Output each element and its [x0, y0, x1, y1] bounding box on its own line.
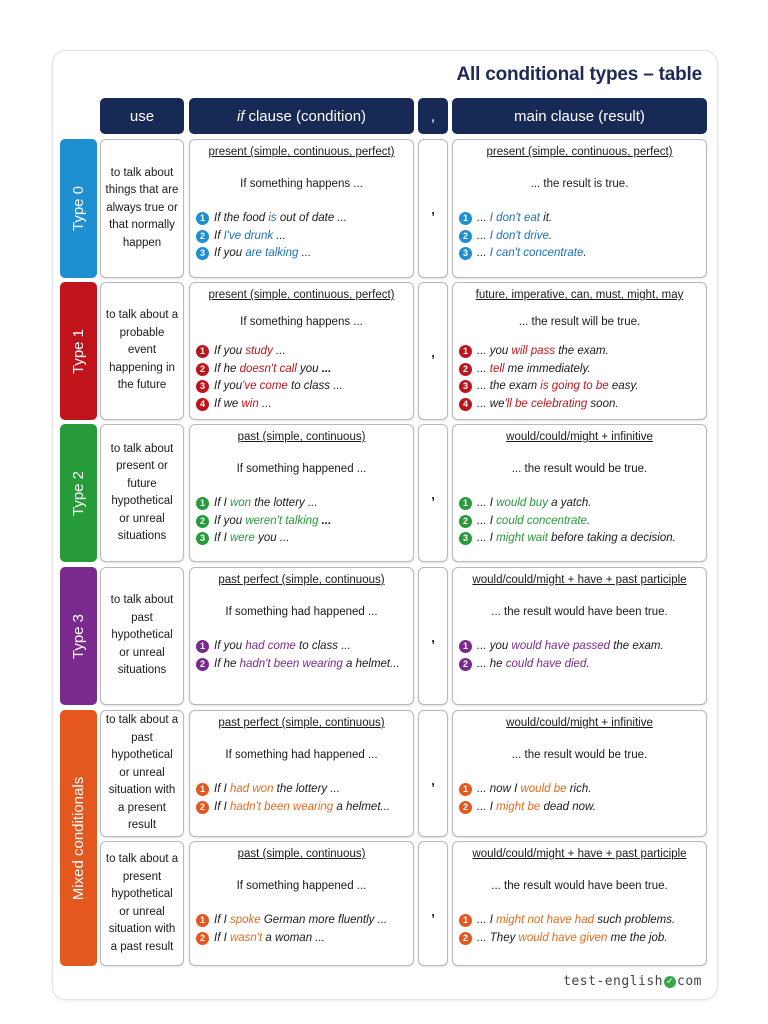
example-segment: If I [214, 914, 230, 926]
example-segment: the lottery ... [251, 497, 318, 509]
example-segment: ... [273, 229, 286, 242]
example-segment: ... you [477, 640, 512, 652]
example-segment: ... I [477, 800, 497, 813]
if-clause-tense: past (simple, continuous) [237, 431, 366, 443]
example-line [459, 530, 702, 548]
example-highlight: are talking [245, 247, 299, 259]
example-highlight: I don't drive [489, 229, 549, 242]
example-text [477, 228, 552, 246]
main-clause-tense: would/could/might + infinitive [506, 717, 653, 729]
header-use [100, 98, 184, 134]
example-number-icon: 2 [459, 363, 472, 376]
example-line [459, 228, 702, 246]
example-segment: such problems. [594, 914, 676, 926]
if-clause-cell [189, 841, 414, 966]
use-cell [100, 567, 184, 705]
header-comma-label: , [430, 107, 436, 125]
example-text [214, 656, 400, 674]
example-segment: ... [258, 397, 272, 410]
example-line [459, 210, 702, 228]
example-segment: If I [214, 931, 230, 944]
example-line [196, 343, 409, 361]
conditionals-sheet [52, 50, 718, 1000]
example-text [477, 530, 676, 548]
brand-name: test-english [563, 974, 664, 989]
example-number-icon: 2 [196, 515, 209, 528]
example-highlight: I don't eat [489, 212, 540, 224]
main-clause-pattern: ... the result would have been true. [491, 606, 668, 618]
side-type-1 [60, 282, 97, 420]
main-clause-pattern: ... the result will be true. [518, 316, 641, 328]
main-clause-cell [452, 710, 707, 837]
example-segment: ... I [477, 914, 497, 926]
example-text [214, 495, 318, 513]
comma-cell [418, 139, 448, 278]
comma-symbol: , [431, 202, 435, 217]
example-highlight: 've come [242, 380, 288, 392]
example-text [214, 781, 340, 799]
example-highlight: had come [245, 640, 296, 652]
example-line [459, 638, 702, 656]
example-number-icon: 3 [196, 380, 209, 393]
main-clause-cell [452, 567, 707, 705]
main-clause-examples [459, 638, 702, 673]
example-segment: ... [477, 212, 490, 224]
example-number-icon: 1 [459, 345, 472, 358]
main-clause-examples [459, 781, 702, 816]
example-segment: If he [214, 657, 240, 670]
main-clause-examples [459, 210, 702, 263]
example-segment: ... I [477, 532, 497, 544]
example-segment: to class ... [295, 640, 351, 652]
example-highlight: would be [520, 783, 567, 795]
example-highlight: wasn't [229, 931, 263, 944]
example-number-icon: 1 [196, 345, 209, 358]
example-segment: ... [477, 229, 490, 242]
example-segment: ... [477, 362, 490, 375]
example-line [196, 513, 409, 531]
check-icon: ✓ [665, 976, 675, 987]
side-label: Type 3 [70, 613, 87, 659]
example-segment: the lottery ... [273, 783, 340, 795]
example-highlight: I've drunk [223, 229, 274, 242]
example-segment: If you [214, 345, 246, 357]
page-title: All conditional types – table [456, 64, 702, 85]
example-number-icon: 2 [196, 363, 209, 376]
example-line [196, 656, 409, 674]
example-highlight: would have passed [511, 640, 610, 652]
use-cell [100, 424, 184, 562]
example-line [459, 799, 702, 817]
example-line [196, 378, 409, 396]
example-segment: the exam. [555, 345, 609, 357]
header-if-clause [189, 98, 414, 134]
example-segment: me immediately. [504, 362, 591, 375]
example-text [477, 210, 552, 228]
example-line [459, 912, 702, 930]
example-highlight: hadn't been wearing [239, 657, 343, 670]
if-clause-tense: present (simple, continuous, perfect) [208, 289, 395, 301]
main-clause-tense: would/could/might + have + past participle [472, 848, 687, 860]
example-line [459, 378, 702, 396]
example-line [196, 495, 409, 513]
example-segment: before taking a decision. [547, 532, 676, 544]
example-line [459, 396, 702, 414]
if-clause-examples [196, 638, 409, 673]
side-label: Type 0 [70, 185, 87, 232]
if-clause-tense: present (simple, continuous, perfect) [208, 146, 395, 158]
example-segment: you ... [254, 532, 290, 544]
if-clause-examples [196, 210, 409, 263]
if-clause-examples [196, 781, 409, 816]
example-number-icon: 1 [459, 783, 472, 796]
example-segment: . [583, 247, 587, 259]
if-clause-pattern: If something happened ... [236, 463, 367, 475]
main-clause-cell [452, 282, 707, 420]
comma-symbol: , [431, 773, 435, 788]
example-number-icon: 3 [459, 532, 472, 545]
if-clause-cell [189, 567, 414, 705]
side-label: Mixed conditionals [70, 776, 87, 900]
if-clause-cell [189, 710, 414, 837]
use-cell [100, 710, 184, 837]
if-clause-cell [189, 424, 414, 562]
use-text: to talk about a past hypothetical or unreal situation with a present result [105, 714, 179, 832]
if-clause-examples [196, 343, 409, 413]
example-segment: ... the exam [477, 380, 541, 392]
if-clause-tense: past (simple, continuous) [237, 848, 366, 860]
example-segment: If you [214, 247, 246, 259]
example-segment: . [548, 229, 553, 242]
example-number-icon: 2 [196, 932, 209, 945]
example-line [459, 781, 702, 799]
brand-domain: com [677, 974, 702, 989]
example-highlight: I can't concentrate [489, 247, 584, 259]
example-text [214, 638, 351, 656]
example-text [477, 638, 664, 656]
main-clause-cell [452, 424, 707, 562]
main-clause-pattern: ... the result is true. [530, 178, 629, 190]
example-segment: easy. [608, 380, 639, 392]
brand-logo [563, 974, 702, 989]
example-text [214, 930, 325, 948]
example-highlight: win [241, 397, 259, 410]
example-number-icon: 3 [459, 247, 472, 260]
example-number-icon: 1 [459, 212, 472, 225]
example-highlight: study [245, 345, 273, 357]
example-number-icon: 1 [196, 640, 209, 653]
example-segment: If I [214, 497, 230, 509]
use-cell [100, 282, 184, 420]
example-text [477, 799, 596, 817]
header-if-word: if [236, 107, 245, 125]
main-clause-tense: future, imperative, can, must, might, may [475, 289, 684, 301]
side-mixed [60, 710, 97, 966]
main-clause-examples [459, 912, 702, 947]
example-text [214, 361, 331, 379]
comma-cell [418, 841, 448, 966]
example-number-icon: 2 [196, 230, 209, 243]
example-number-icon: 4 [459, 398, 472, 411]
example-number-icon: 1 [196, 212, 209, 225]
example-line [196, 530, 409, 548]
example-segment: rich. [566, 783, 592, 795]
example-text [477, 245, 587, 263]
example-highlight: is [268, 212, 277, 224]
example-number-icon: 1 [459, 497, 472, 510]
example-segment: ... we [477, 397, 505, 410]
comma-cell [418, 710, 448, 837]
example-segment: ... now I [477, 783, 521, 795]
example-segment: If [214, 229, 224, 242]
example-line [196, 781, 409, 799]
side-type-2 [60, 424, 97, 562]
example-segment: you [296, 362, 322, 375]
example-highlight: might be [496, 800, 541, 813]
example-highlight: might not have had [496, 914, 594, 926]
example-number-icon: 2 [196, 658, 209, 671]
comma-symbol: , [431, 904, 435, 919]
example-highlight: spoke [229, 914, 261, 926]
example-text [214, 799, 390, 817]
side-label: Type 1 [70, 328, 87, 374]
example-text [477, 343, 609, 361]
example-segment: If the food [214, 212, 269, 224]
example-highlight: tell [489, 362, 505, 375]
comma-cell [418, 282, 448, 420]
example-highlight: hadn't been wearing [229, 800, 334, 813]
example-number-icon: 1 [196, 497, 209, 510]
example-number-icon: 3 [196, 247, 209, 260]
example-line [459, 245, 702, 263]
example-segment: a yatch. [547, 497, 592, 509]
example-line [196, 228, 409, 246]
example-segment: to class ... [287, 380, 343, 392]
example-line [459, 361, 702, 379]
use-text: to talk about a probable event happening in the future [105, 309, 179, 392]
example-text [214, 912, 387, 930]
example-segment: me the job. [607, 931, 668, 944]
main-clause-pattern: ... the result would be true. [511, 749, 648, 761]
example-number-icon: 1 [196, 783, 209, 796]
example-segment: a helmet... [342, 657, 400, 670]
example-text [477, 656, 590, 674]
example-text [477, 495, 591, 513]
use-text: to talk about things that are always true or that normally happen [105, 166, 179, 249]
example-highlight: is going to be [540, 380, 609, 392]
example-segment: German more fluently ... [260, 914, 388, 926]
example-highlight: will pass [511, 345, 555, 357]
side-label: Type 2 [70, 470, 87, 516]
example-line [196, 638, 409, 656]
example-segment: soon. [587, 397, 619, 410]
main-clause-examples [459, 343, 702, 413]
main-clause-pattern: ... the result would have been true. [491, 880, 668, 892]
side-type-3 [60, 567, 97, 705]
example-text [477, 513, 590, 531]
example-text [214, 396, 272, 414]
example-number-icon: 2 [459, 932, 472, 945]
comma-cell [418, 567, 448, 705]
example-line [459, 495, 702, 513]
example-text [214, 530, 289, 548]
example-segment: a helmet... [333, 800, 391, 813]
example-text [477, 378, 639, 396]
example-number-icon: 1 [196, 914, 209, 927]
example-highlight: would have given [518, 931, 608, 944]
example-segment: If we [214, 397, 242, 410]
main-clause-cell [452, 139, 707, 278]
example-highlight: would buy [496, 497, 548, 509]
example-segment: dead now. [540, 800, 596, 813]
example-line [196, 361, 409, 379]
example-segment: ... [298, 247, 312, 259]
if-clause-cell [189, 139, 414, 278]
example-line [459, 343, 702, 361]
main-clause-examples [459, 495, 702, 548]
example-segment: If I [214, 800, 230, 813]
example-segment: If you [214, 640, 246, 652]
example-segment: . [586, 657, 590, 670]
example-segment: ... They [477, 931, 519, 944]
example-text [214, 228, 286, 246]
example-number-icon: 2 [459, 515, 472, 528]
example-text [214, 378, 343, 396]
side-type-0 [60, 139, 97, 278]
main-clause-cell [452, 841, 707, 966]
example-highlight: weren't talking [245, 514, 319, 527]
example-segment: If he [214, 362, 240, 375]
example-text [214, 513, 331, 531]
if-clause-pattern: If something happens ... [240, 316, 363, 328]
example-text [477, 912, 675, 930]
example-text [477, 930, 668, 948]
header-if-label: clause (condition) [248, 107, 367, 125]
example-number-icon: 1 [459, 640, 472, 653]
example-number-icon: 2 [459, 230, 472, 243]
if-clause-examples [196, 912, 409, 947]
example-segment: If you [214, 514, 246, 527]
example-segment: a woman ... [262, 931, 325, 944]
example-segment: ... [321, 362, 332, 375]
example-highlight: could concentrate [496, 514, 587, 527]
example-highlight: 'll be celebrating [504, 397, 588, 410]
example-segment: the exam. [610, 640, 664, 652]
example-segment: ... he [477, 657, 506, 670]
example-highlight: doesn't call [239, 362, 297, 375]
comma-symbol: , [431, 345, 435, 360]
example-text [477, 781, 591, 799]
header-main-clause [452, 98, 707, 134]
example-segment: ... [477, 247, 490, 259]
example-line [196, 799, 409, 817]
example-segment: it. [539, 212, 553, 224]
example-line [459, 656, 702, 674]
header-use-label: use [129, 107, 155, 125]
example-line [196, 210, 409, 228]
example-line [196, 396, 409, 414]
main-clause-pattern: ... the result would be true. [511, 463, 648, 475]
if-clause-pattern: If something happens ... [240, 178, 363, 190]
example-segment: ... I [477, 514, 497, 527]
example-segment: ... I [477, 497, 497, 509]
if-clause-pattern: If something had happened ... [225, 606, 378, 618]
header-comma [418, 98, 448, 134]
example-number-icon: 2 [459, 658, 472, 671]
example-text [214, 210, 347, 228]
example-segment: . [586, 514, 591, 527]
example-text [214, 343, 286, 361]
example-segment: ... you [477, 345, 512, 357]
use-cell [100, 841, 184, 966]
example-segment: If you [214, 380, 243, 392]
example-number-icon: 3 [196, 532, 209, 545]
example-text [214, 245, 311, 263]
example-line [459, 513, 702, 531]
main-clause-tense: would/could/might + have + past participle [472, 574, 687, 586]
example-highlight: won [229, 497, 252, 509]
if-clause-tense: past perfect (simple, continuous) [218, 717, 385, 729]
example-highlight: could have died [505, 657, 587, 670]
example-number-icon: 2 [459, 801, 472, 814]
use-cell [100, 139, 184, 278]
example-line [459, 930, 702, 948]
if-clause-pattern: If something happened ... [236, 880, 367, 892]
if-clause-pattern: If something had happened ... [225, 749, 378, 761]
example-highlight: might wait [496, 532, 548, 544]
example-number-icon: 3 [459, 380, 472, 393]
use-text: to talk about present or future hypothetical or unreal situations [110, 442, 174, 542]
example-number-icon: 4 [196, 398, 209, 411]
example-highlight: were [229, 532, 255, 544]
example-line [196, 912, 409, 930]
use-text: to talk about past hypothetical or unreal situations [110, 594, 174, 677]
example-segment: ... [318, 514, 332, 527]
example-line [196, 245, 409, 263]
if-clause-examples [196, 495, 409, 548]
main-clause-tense: present (simple, continuous, perfect) [486, 146, 673, 158]
example-highlight: had won [229, 783, 274, 795]
use-text: to talk about a present hypothetical or unreal situation with a past result [105, 853, 179, 953]
example-text [477, 396, 619, 414]
example-text [477, 361, 591, 379]
comma-symbol: , [431, 630, 435, 645]
example-segment: If I [214, 532, 230, 544]
example-segment: If I [214, 783, 230, 795]
if-clause-tense: past perfect (simple, continuous) [218, 574, 385, 586]
main-clause-tense: would/could/might + infinitive [506, 431, 653, 443]
comma-cell [418, 424, 448, 562]
example-segment: ... [272, 345, 286, 357]
example-line [196, 930, 409, 948]
example-segment: out of date ... [276, 212, 347, 224]
example-number-icon: 2 [196, 801, 209, 814]
comma-symbol: , [431, 487, 435, 502]
example-number-icon: 1 [459, 914, 472, 927]
if-clause-cell [189, 282, 414, 420]
header-main-label: main clause (result) [514, 107, 645, 125]
